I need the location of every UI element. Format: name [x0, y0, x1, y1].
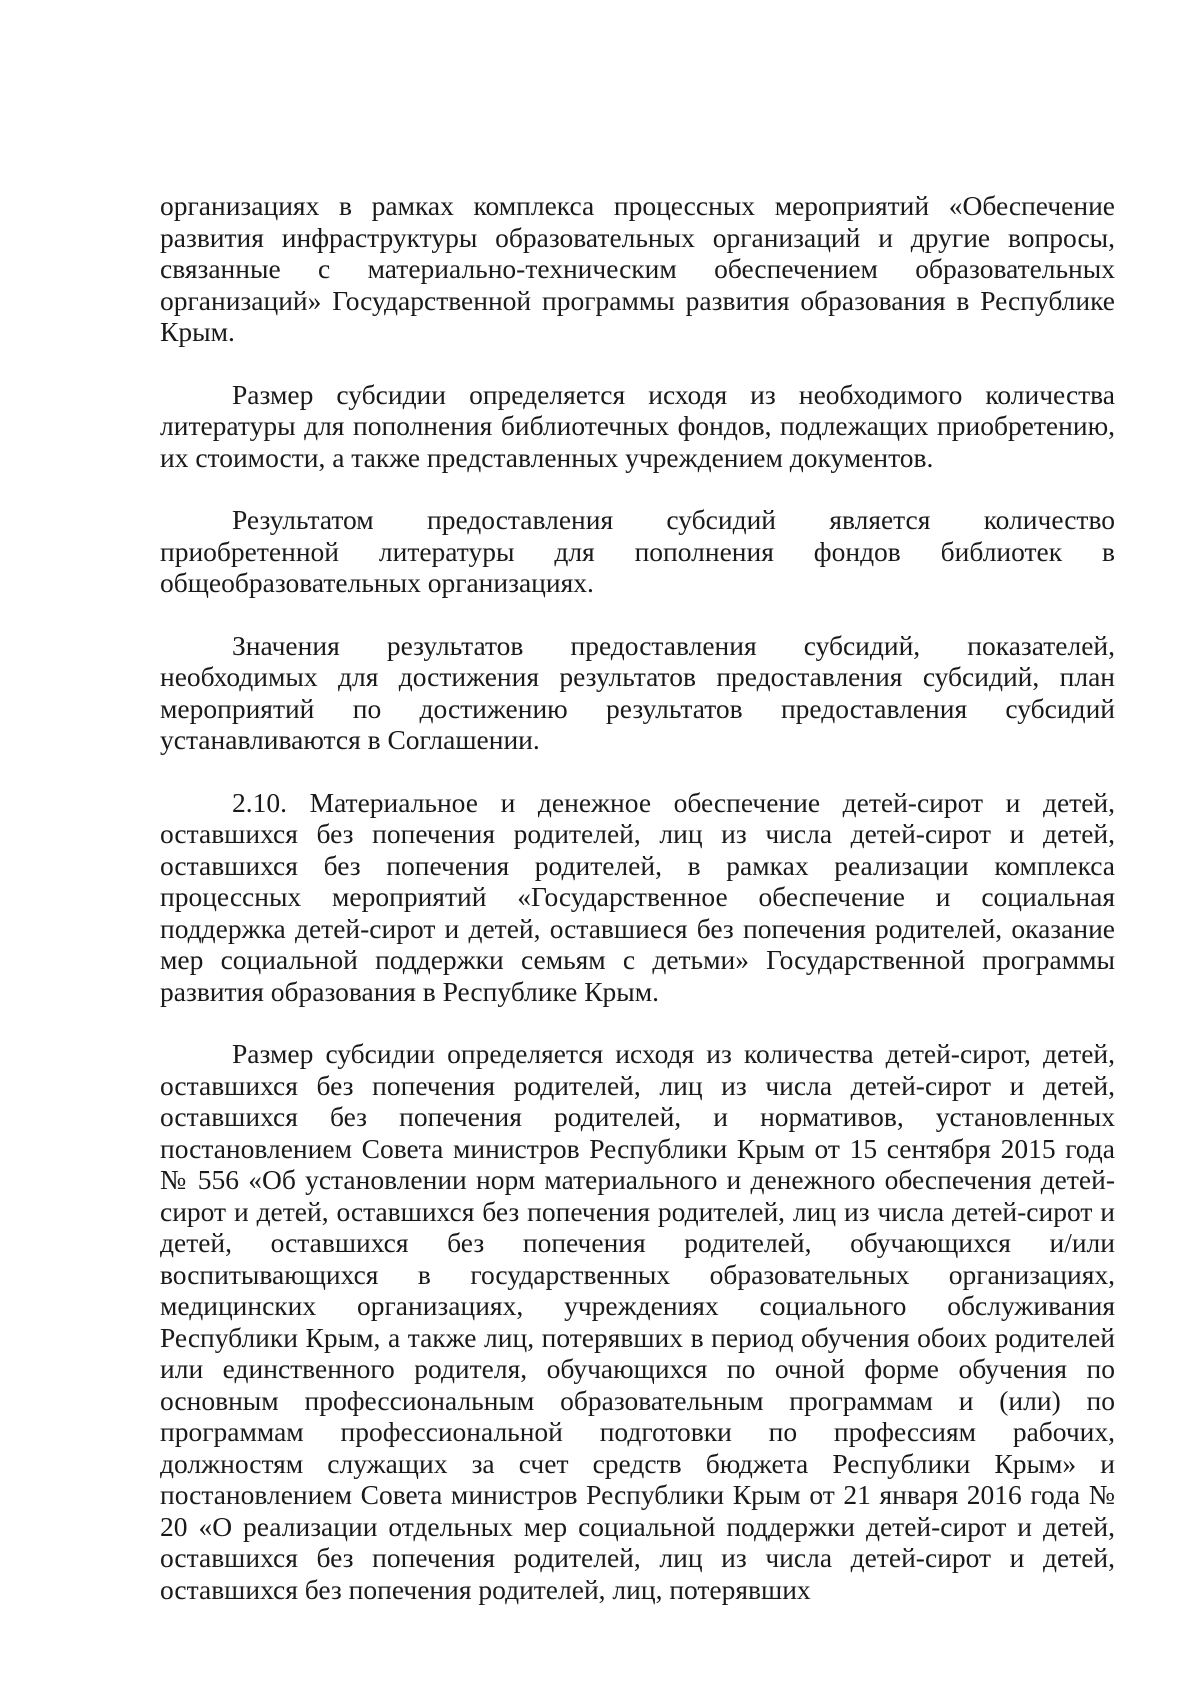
paragraph-section-2-10: 2.10. Материальное и денежное обеспечение детей-сирот и детей, оставшихся без попечения родителей, лиц из числа детей-сирот и детей, оставшихся без попечения родителей, в рамках реализации комплекса процессных мероприятий «Государственное обеспечение и социальная поддержка детей-сирот и детей, оставшиеся без попечения родителей, оказание мер социальной поддержки семьям с детьми» Государственной программы развития образования в Республике Крым. [160, 786, 1115, 1007]
paragraph-result-values: Значения результатов предоставления субсидий, показателей, необходимых для достижения результатов предоставления субсидий, план мероприятий по достижению результатов предоставления субсидий устанавливаются в Соглашении. [160, 629, 1115, 755]
paragraph-subsidy-result: Результатом предоставления субсидий является количество приобретенной литературы для пополнения фондов библиотек в общеобразовательных организациях. [160, 504, 1115, 598]
paragraph-subsidy-size-literature: Размер субсидии определяется исходя из необходимого количества литературы для пополнения библиотечных фондов, подлежащих приобретению, их стоимости, а также представленных учреждением документов. [160, 378, 1115, 473]
paragraph-subsidy-size-orphans: Размер субсидии определяется исходя из количества детей-сирот, детей, оставшихся без попечения родителей, лиц из числа детей-сирот и детей, оставшихся без попечения родителей, и нормативов, установленных постановлением Совета министров Республики Крым от 15 сентября 2015 года № 556 «Об установлении норм материального и денежного обеспечения детей-сирот и детей, оставшихся без попечения родителей, лиц из числа детей-сирот и детей, оставшихся без попечения родителей, обучающихся и/или воспитывающихся в государственных образовательных организациях, медицинских организациях, учреждениях социального обслуживания Республики Крым, а также лиц, потерявших в период обучения обоих родителей или единственного родителя, обучающихся по очной форме обучения по основным профессиональным образовательным программам и (или) по программам профессиональной подготовки по профессиям рабочих, должностям служащих за счет средств бюджета Республики Крым» и постановлением Совета министров Республики Крым от 21 января 2016 года № 20 «О реализации отдельных мер социальной поддержки детей-сирот и детей, оставшихся без попечения родителей, лиц из числа детей-сирот и детей, оставшихся без попечения родителей, лиц, потерявших [160, 1038, 1115, 1605]
document-body [160, 190, 1115, 1605]
paragraph-continuation: организациях в рамках комплекса процессных мероприятий «Обеспечение развития инфраструктуры образовательных организаций и другие вопросы, связанные с материально-техническим обеспечением образовательных организаций» Государственной программы развития образования в Республике Крым. [160, 190, 1115, 347]
